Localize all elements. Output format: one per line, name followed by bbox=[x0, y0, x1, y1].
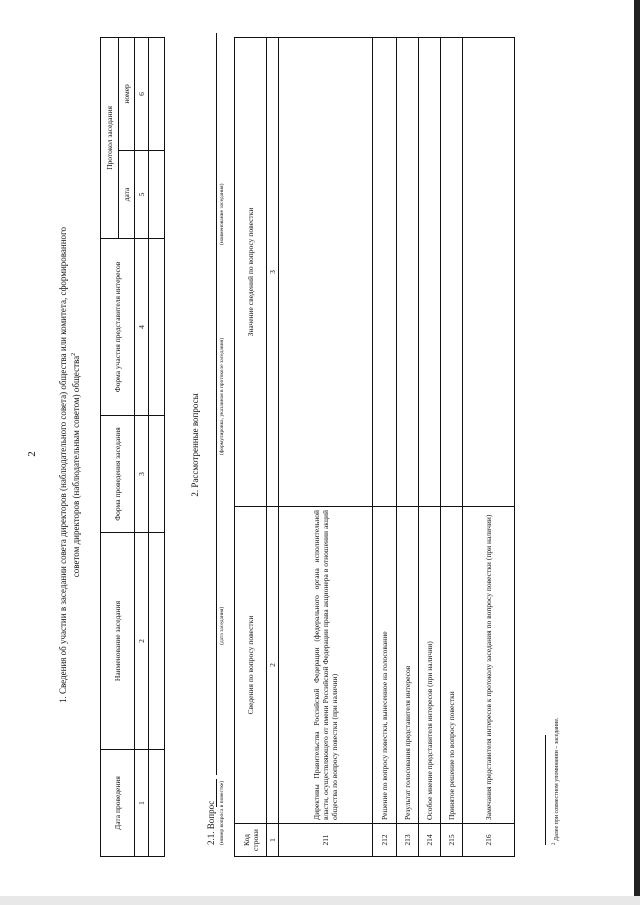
caption-meeting-date: (дата заседания) bbox=[219, 606, 225, 645]
row-value bbox=[397, 38, 419, 507]
empty-cell bbox=[149, 239, 165, 416]
participation-table bbox=[100, 37, 165, 857]
row-text: Принятое решение по вопросу повестки bbox=[441, 507, 463, 824]
empty-cell bbox=[149, 750, 165, 857]
table-row bbox=[373, 38, 397, 857]
row-text: Директивы Правительства Российской Федерации (федерального органа исполнительной власти, осуществляющего от имени Российской Федерации права акционера в отношении акций общества по вопросу повестки (при наличии) bbox=[279, 507, 373, 824]
header-protocol-date: дата bbox=[119, 150, 135, 238]
table-row bbox=[441, 38, 463, 857]
caption-meeting-name: (наименование заседания) bbox=[219, 183, 225, 245]
column-number: 2 bbox=[135, 533, 149, 750]
footnote bbox=[552, 718, 560, 846]
table-row bbox=[397, 38, 419, 857]
question-label: 2.1. Вопрос bbox=[206, 800, 216, 845]
section1-title bbox=[58, 85, 82, 845]
column-number: 3 bbox=[267, 38, 279, 507]
footnote-mark: 2 bbox=[552, 842, 557, 845]
column-number: 6 bbox=[135, 38, 149, 151]
row-text: Решение по вопросу повестки, вынесенное на голосование bbox=[373, 507, 397, 824]
column-number: 1 bbox=[135, 750, 149, 857]
row-text: Особое мнение представителя интересов (при наличии) bbox=[419, 507, 441, 824]
column-number: 1 bbox=[267, 824, 279, 857]
row-value bbox=[441, 38, 463, 507]
row-text: Замечания представителя интересов к протоколу заседания по вопросу повестки (при наличии) bbox=[463, 507, 515, 824]
section2-title: 2. Рассмотренные вопросы bbox=[190, 393, 200, 497]
header-protocol: Протокол заседания bbox=[101, 38, 119, 239]
column-number: 2 bbox=[267, 507, 279, 824]
scan-edge-bottom bbox=[0, 896, 640, 905]
row-code: 214 bbox=[419, 824, 441, 857]
column-number: 5 bbox=[135, 150, 149, 238]
empty-cell bbox=[149, 533, 165, 750]
row-code: 211 bbox=[279, 824, 373, 857]
section1-title-line2: советом директоров (наблюдательным советом) общества bbox=[71, 355, 81, 578]
table-row bbox=[279, 38, 373, 857]
row-code: 215 bbox=[441, 824, 463, 857]
row-code: 213 bbox=[397, 824, 419, 857]
page-number: 2 bbox=[26, 451, 38, 457]
footnote-separator bbox=[545, 735, 546, 845]
row-code: 212 bbox=[373, 824, 397, 857]
column-number: 4 bbox=[135, 239, 149, 416]
header-meeting-name: Наименование заседания bbox=[101, 533, 135, 750]
header-question-info: Сведения по вопросу повестки bbox=[235, 507, 267, 824]
caption-question-number: (номер вопроса в повестке) bbox=[219, 780, 225, 845]
question-line bbox=[206, 25, 230, 845]
section1-title-line1: 1. Сведения об участии в заседании совета директоров (наблюдательного совета) общества или комитета, сформированного bbox=[58, 226, 68, 704]
questions-table bbox=[234, 37, 515, 857]
row-value bbox=[419, 38, 441, 507]
row-code: 216 bbox=[463, 824, 515, 857]
question-wording-line bbox=[216, 33, 217, 775]
header-row-code: Код строки bbox=[235, 824, 267, 857]
column-number: 3 bbox=[135, 416, 149, 533]
row-text: Результат голосования представителя интересов bbox=[397, 507, 419, 824]
caption-wording: (формулировка, указанная в протоколе заседания) bbox=[219, 337, 225, 455]
header-protocol-number: номер bbox=[119, 38, 135, 151]
empty-cell bbox=[149, 150, 165, 238]
row-value bbox=[463, 38, 515, 507]
header-question-value: Значение сведений по вопросу повестки bbox=[235, 38, 267, 507]
row-value bbox=[279, 38, 373, 507]
footnote-text: Далее при совместном упоминании – заседание. bbox=[554, 717, 560, 841]
header-date: Дата проведения bbox=[101, 750, 135, 857]
header-meeting-form: Форма проведения заседания bbox=[101, 416, 135, 533]
row-value bbox=[373, 38, 397, 507]
empty-cell bbox=[149, 38, 165, 151]
scan-edge-right bbox=[634, 0, 640, 905]
empty-cell bbox=[149, 416, 165, 533]
table-row bbox=[463, 38, 515, 857]
table-row bbox=[419, 38, 441, 857]
question-number-line bbox=[216, 779, 217, 807]
section1-title-footnote-mark: 2 bbox=[71, 352, 77, 356]
header-participation-form: Форма участия представителя интересов bbox=[101, 239, 135, 416]
